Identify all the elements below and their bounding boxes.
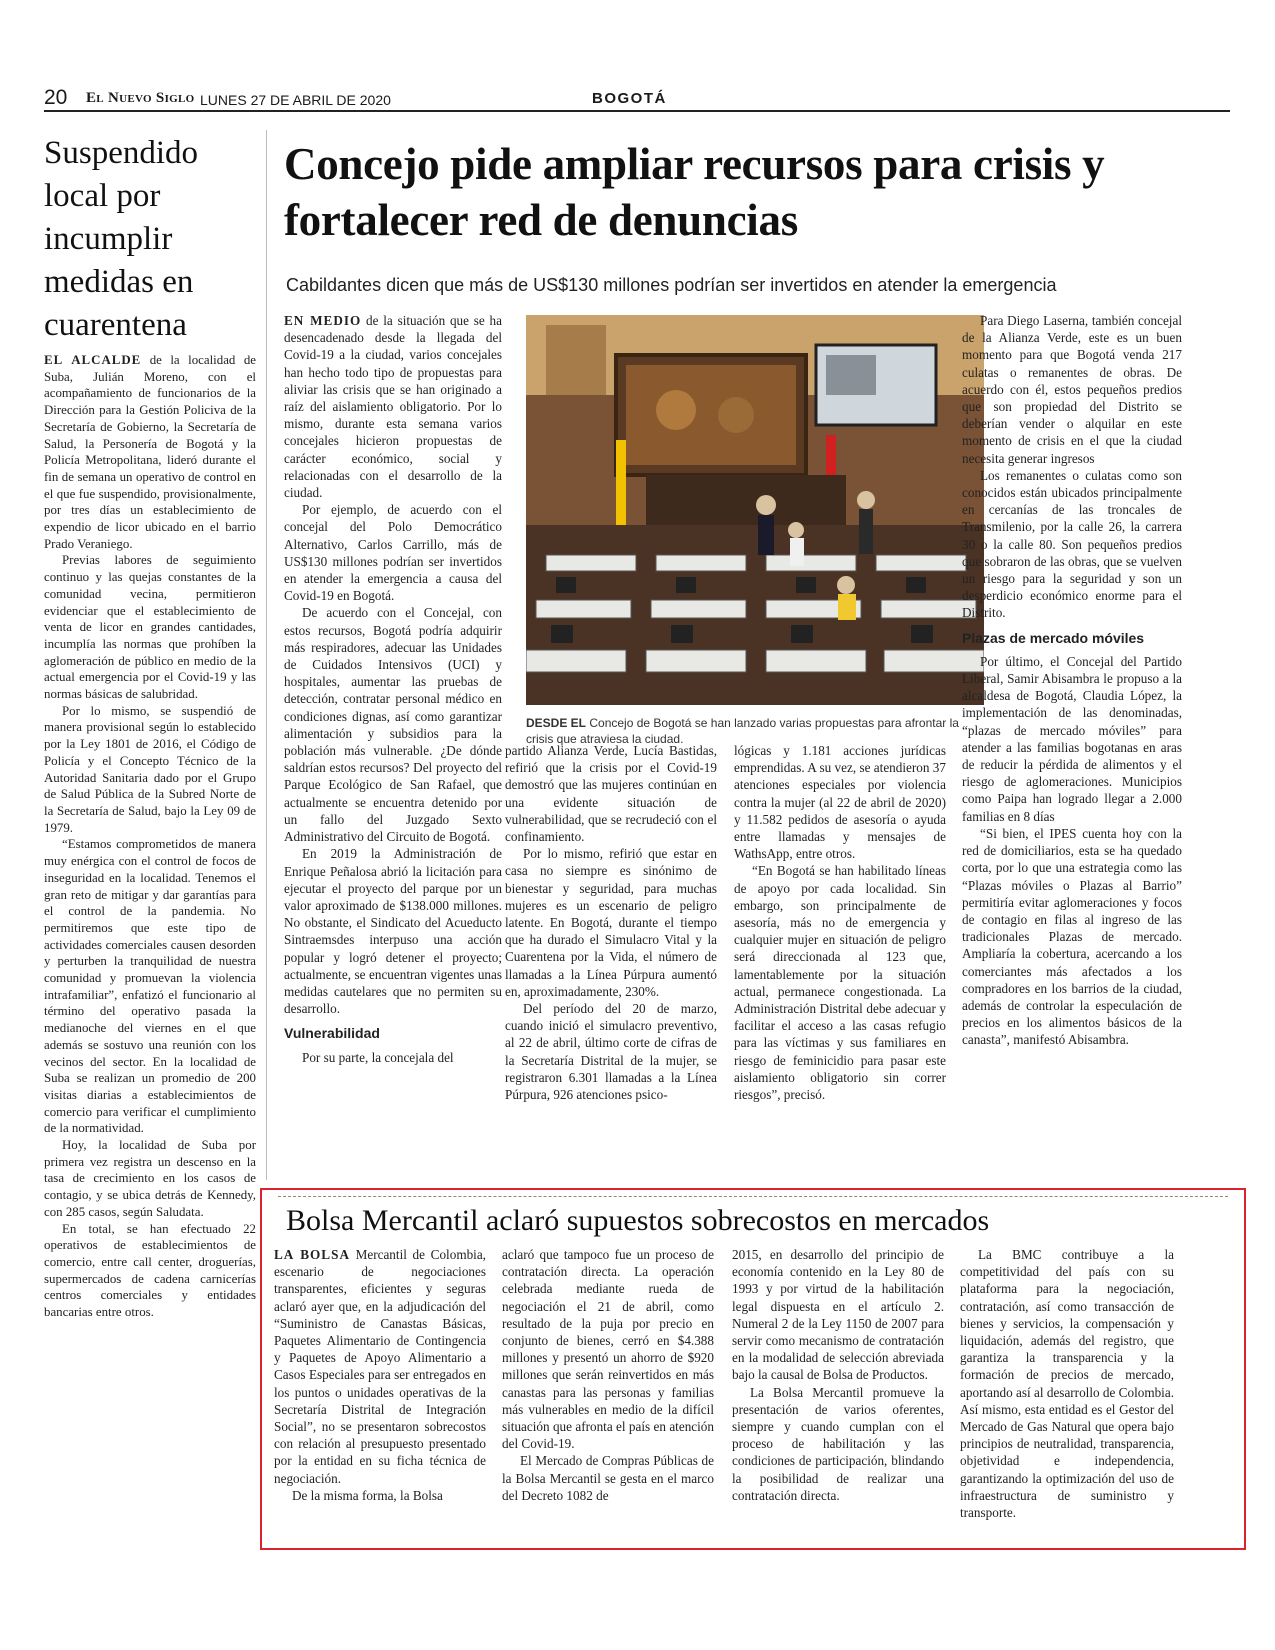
main-column-3: [734, 742, 946, 1182]
main-column-2: [505, 742, 717, 1182]
main-paragraph: Por ejemplo, de acuerdo con el concejal del Polo Democrático Alternativo, Carlos Carrillo, más de US$130 millones podrían ser invertidos en atender la emergencia a causa del Covid-19 en Bogotá.: [284, 502, 502, 604]
subhead-plazas: Plazas de mercado móviles: [962, 629, 1145, 646]
sidebar-paragraph: “Estamos comprometidos de manera muy enérgica con el control de focos de inseguridad en la localidad. Tenemos el gran reto de mitigar y dar garantías para el control de la pandemia. No permitiremos que este tipo de actividades comerciales causen desorden y perturben la tranquilidad de nuestra comunidad y promuevan la violencia intrafamiliar”, enfatizó el funcionario al término del operativo pasada la medianoche del viernes en el que además se sostuvo una reunión con los vecinos del sector. En la localidad de Suba se realizan un promedio de 200 visitas diarias a establecimientos de comercio para verificar el cumplimiento de la normatividad.: [44, 837, 256, 1136]
main-paragraph: EN MEDIO de la situación que se ha desencadenado desde la llegada del Covid-19 a la ciudad, varios concejales han hecho todo tipo de propuestas para aliviar las crisis que se han originado a raíz del aislamiento obligatorio. Por lo mismo, durante esta semana varios concejales hicieron propuestas de carácter económico, social y relacionadas con el desarrollo de la ciudad.: [284, 313, 502, 501]
main-lead-word: EN MEDIO: [284, 313, 362, 328]
newspaper-brand: El Nuevo Siglo: [86, 90, 195, 106]
subhead-vulnerabilidad: Vulnerabilidad: [284, 1025, 380, 1042]
header-rule: [44, 110, 1230, 112]
main-paragraph: En 2019 la Administración de Enrique Peñalosa abrió la licitación para ejecutar el proyecto del parque por un valor aproximado de $138.000 millones. No obstante, el Sindicato del Acueducto Sintraemsdes interpuso una acción popular y logró detener el proyecto; actualmente, se encuentran vigentes unas medidas cautelares que no permiten su desarrollo.: [284, 846, 502, 1017]
sidebar-paragraph: EL ALCALDE de la localidad de Suba, Julián Moreno, con el acompañamiento de funcionarios de la Dirección para la Gestión Policiva de la Secretaría de Gobierno, la Secretaría de Salud, la Personería de Bogotá y la Policía Metropolitana, lideró durante el fin de semana un operativo de control en el que fue suspendido, provisionalmente, por tres días un establecimiento de expendio de licor ubicado en el barrio Prado Veraniego.: [44, 353, 256, 551]
boxed-paragraph: De la misma forma, la Bolsa: [292, 1487, 443, 1503]
column-divider: [266, 130, 267, 1180]
sidebar-lead-word: EL ALCALDE: [44, 353, 142, 367]
sidebar-paragraph: Previas labores de seguimiento continuo y las quejas constantes de la comunidad vecina, permitieron evidenciar que el establecimiento de venta de licor en grandes cantidades, incumplía las normas que prohíben la aglomeración de público en medio de la actual emergencia por el Covid-19 y las normas básicas de salubridad.: [44, 553, 256, 702]
boxed-paragraph: La BMC contribuye a la competitividad del país con su plataforma para la negociación, contratación, así como transacción de bienes y servicios, la compensación y liquidación, además del registro, que garantiza la transparencia y la formación de precios de mercado, aportando así al desarrollo de Colombia. Así mismo, esta entidad es el Gestor del Mercado de Gas Natural que opera bajo principios de neutralidad, transparencia, objetividad e independencia, garantizando la optimización del uso de infraestructura de suministro y transporte.: [960, 1247, 1174, 1521]
main-paragraph: Los remanentes o culatas como son conocidos están ubicados principalmente en cercanías de las troncales de Transmilenio, por la calle 26, la carrera 30 o la calle 80. Son pequeños predios que sobraron de las obras, que se vuelven un riesgo para la seguridad y son un desperdicio económico enorme para el Distrito.: [962, 467, 1182, 621]
issue-date: LUNES 27 DE ABRIL DE 2020: [200, 92, 391, 108]
boxed-paragraph: LA BOLSA Mercantil de Colombia, escenario de negociaciones transparentes, eficientes y seguras aclaró ayer que, en la adjudicación del “Suministro de Canastas Básicas, Paquetes Alimentario de Contingencia y Paquetes de Apoyo Alimentario a Casos Especiales para ser entregados en los puntos o unidades operativas de la Secretaría Distrital de Integración Social”, no se presentaron sobrecostos con relación al presupuesto presentado por la entidad en su ficha técnica de negociación.: [274, 1247, 486, 1486]
boxed-column-4: [960, 1246, 1174, 1536]
main-subheadline: Cabildantes dicen que más de US$130 millones podrían ser invertidos en atender la emergencia: [286, 275, 1057, 295]
page-number: 20: [44, 86, 68, 109]
boxed-column-1: [274, 1246, 486, 1536]
boxed-column-2: [502, 1246, 714, 1536]
main-headline: Concejo pide ampliar recursos para crisis y fortalecer red de denuncias: [284, 139, 1105, 245]
boxed-column-3: [732, 1246, 944, 1536]
photo-caption: DESDE EL Concejo de Bogotá se han lanzado varias propuestas para afrontar la crisis que atraviesa la ciudad.: [526, 716, 959, 746]
box-top-rule: [278, 1196, 1228, 1197]
main-paragraph: lógicas y 1.181 acciones jurídicas emprendidas. A su vez, se atendieron 37 atenciones especiales por violencia contra la mujer (al 22 de abril de 2020) y 11.582 pedidos de asesoría o ayuda entre llamadas y mensajes de WathsApp, entre otros.: [734, 743, 946, 862]
main-paragraph: Para Diego Laserna, también concejal de la Alianza Verde, este es un buen momento para que Bogotá venda 217 culatas o remanentes de obras. De acuerdo con él, estos pequeños predios que son propiedad del Distrito se deberían vender o alquilar en este momento de crisis en el que la ciudad necesita generar ingresos: [962, 313, 1182, 466]
main-paragraph: “En Bogotá se han habilitado líneas de apoyo por cada localidad. Sin embargo, son principalmente de asesoría, más no de emergencia y cualquier mujer en situación de peligro será direccionada al 123 que, lamentablemente por la situación actual, permanece congestionada. La Administración Distrital debe adecuar y facilitar el acceso a las casas refugio para las víctimas y sus familiares en riesgo de feminicidio para pasar este aislamiento obligatorio sin correr riesgos”, precisó.: [734, 863, 946, 1103]
boxed-paragraph: aclaró que tampoco fue un proceso de contratación directa. La operación celebrada mediante rueda de negociación el 21 de abril, como resultado de la puja por precio en conjunto de bienes, cerró en $4.388 millones y presentó un ahorro de $920 millones que serán reinvertidos en más canastas para las personas y familias más vulnerables en medio de la difícil situación que afronta el país en atención del Covid-19.: [502, 1247, 714, 1452]
main-paragraph: Por último, el Concejal del Partido Liberal, Samir Abisambra le propuso a la alcaldesa de Bogotá, Claudia López, la implementación de las denominadas, “plazas de mercado móviles” para atender a las familias bogotanas en aras de reducir la pérdida de alimentos y el riesgo de aglomeraciones. Municipios como Paipa han logrado llegar a 2.000 familias en 8 días: [962, 653, 1182, 824]
main-column-1: [284, 312, 502, 1180]
boxed-paragraph: El Mercado de Compras Públicas de la Bolsa Mercantil se gesta en el marco del Decreto 1082 de: [502, 1453, 714, 1503]
main-paragraph: Por su parte, la concejala del: [302, 1049, 454, 1065]
main-paragraph: partido Alianza Verde, Lucía Bastidas, refirió que la crisis por el Covid-19 demostró que las mujeres continúan en una evidente situación de vulnerabilidad, que se recrudeció con el confinamiento.: [505, 743, 717, 845]
main-paragraph: Del período del 20 de marzo, cuando inició el simulacro preventivo, al 22 de abril, último corte de cifras de la Secretaría Distrital de la mujer, se registraron 6.301 llamadas a la Línea Púrpura, 926 atenciones psico-: [505, 1001, 717, 1103]
sidebar-paragraph: Por lo mismo, se suspendió de manera provisional según lo establecido por la Ley 1801 de 2016, el Código de Policía y el Concepto Técnico de la Autoridad Sanitaria dado por el Grupo de Salud Pública de la Subred Norte de la Secretaría de Salud, bajo la Ley 09 de 1979.: [44, 703, 256, 835]
sidebar-body: [44, 352, 256, 1480]
boxed-headline: Bolsa Mercantil aclaró supuestos sobrecostos en mercados: [286, 1204, 990, 1237]
boxed-lead-word: LA BOLSA: [274, 1247, 350, 1262]
council-chamber-illustration: [526, 315, 984, 705]
sidebar-paragraph: En total, se han efectuado 22 operativos de establecimientos de comercio, entre call center, droguerías, supermercados de cadena carnicerías centros comerciales y entidades bancarias entre otros.: [44, 1221, 256, 1320]
sidebar-headline: Suspendido local por incumplir medidas en cuarentena: [44, 135, 199, 343]
section-name: BOGOTÁ: [592, 90, 667, 107]
main-paragraph: “Si bien, el IPES cuenta hoy con la red de domiciliarios, esta se ha quedado corta, por lo que una estrategia como las “Plazas móviles o Plazas al Barrio” permitiría evitar aglomeraciones y focos de contagio en filas al ingreso de las tradicionales Plazas de mercado. Ampliaría la cobertura, acercando a los comerciantes más afectados a los compradores en los barrios de la ciudad, además de controlar la especulación de precios en los alimentos básicos de la canasta”, manifestó Abisambra.: [962, 825, 1182, 1048]
boxed-paragraph: La Bolsa Mercantil promueve la presentación de varios oferentes, siempre y cuando cumplan con el proceso de habilitación y las condiciones de participación, blindando la posibilidad de realizar una contratación directa.: [732, 1384, 944, 1503]
main-paragraph: De acuerdo con el Concejal, con estos recursos, Bogotá podría adquirir más respiradores, adecuar las Unidades de Cuidados Intensivos (UCI) y hospitales, aumentar las pruebas de detección, contratar personal médico en condiciones dignas, así como garantizar alimentación y subsidios para la población más vulnerable. ¿De dónde saldrían estos recursos? Del proyecto del Parque Ecológico de San Rafael, que actualmente se encuentra detenido por un fallo del Juzgado Sexto Administrativo del Circuito de Bogotá.: [284, 605, 502, 845]
boxed-paragraph: 2015, en desarrollo del principio de economía contenido en la Ley 80 de 1993 y por virtud de la habilitación legal dispuesta en el artículo 2. Numeral 2 de la Ley 1150 de 2007 para servir como mecanismo de contratación en la modalidad de selección abreviada bajo la causal de Bolsa de Productos.: [732, 1247, 944, 1383]
council-chamber-photo: [526, 315, 984, 705]
main-column-4: [962, 312, 1182, 1180]
caption-lead: DESDE EL: [526, 716, 587, 730]
main-paragraph: Por lo mismo, refirió que estar en casa no siempre es sinónimo de bienestar y seguridad, para muchas mujeres es un escenario de peligro latente. En Bogotá, durante el tiempo que ha durado el Simulacro Vital y la Cuarentena por la Vida, el número de llamadas a la Línea Púrpura aumentó en, aproximadamente, 230%.: [505, 846, 717, 999]
sidebar-paragraph: Hoy, la localidad de Suba por primera vez registra un descenso en la tasa de crecimiento en los casos de contagio, y se ubica detrás de Kennedy, con 285 casos, según Saludata.: [44, 1138, 256, 1219]
